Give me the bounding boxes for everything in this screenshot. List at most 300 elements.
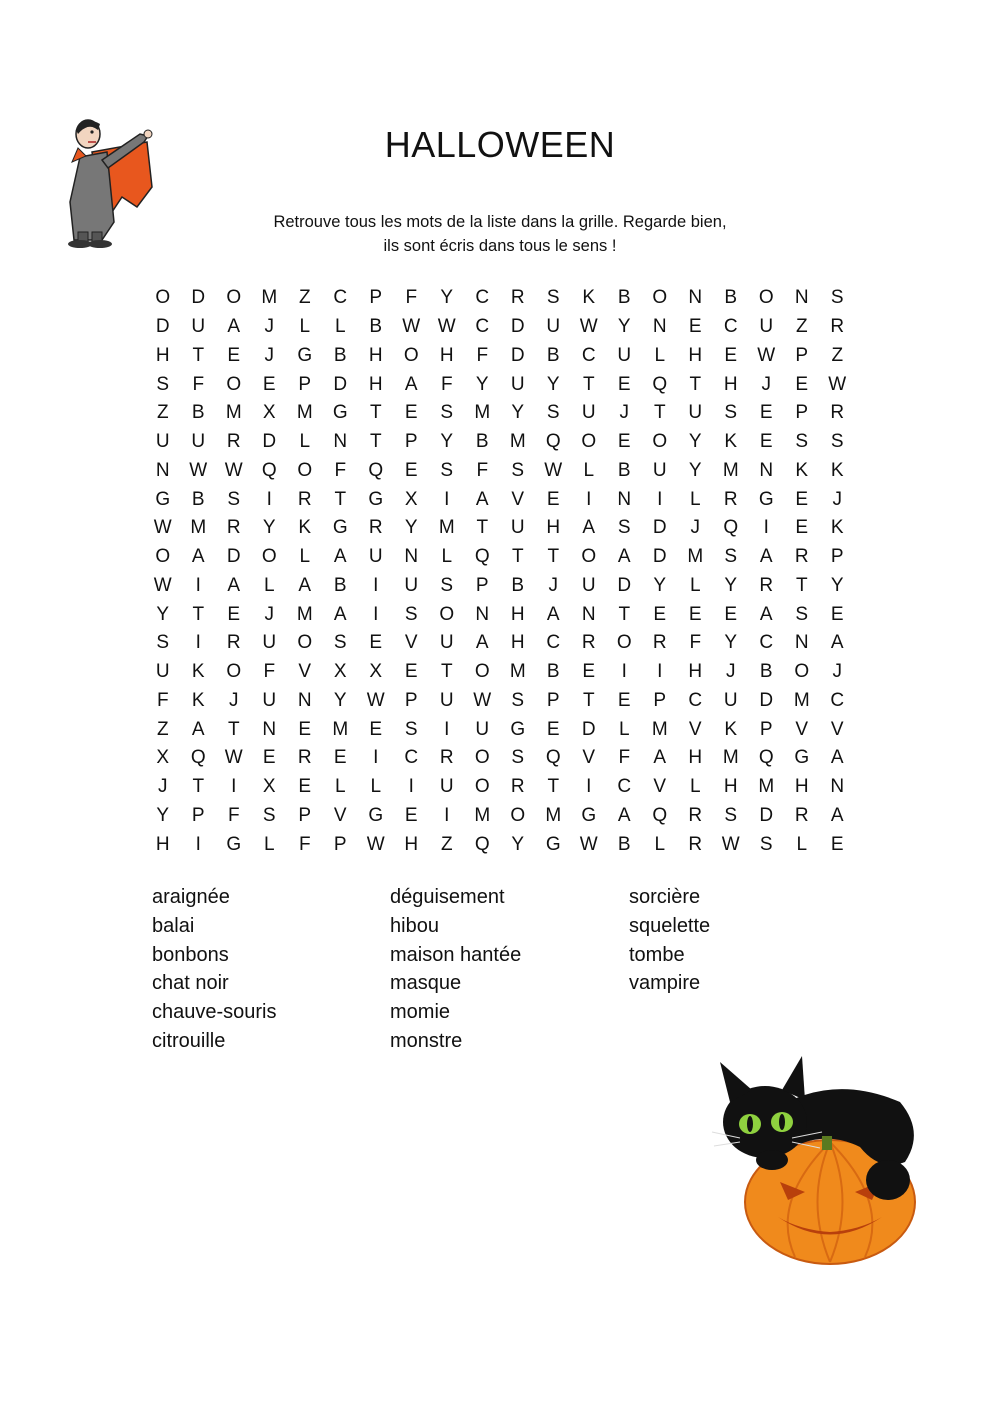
grid-letter[interactable]: O bbox=[794, 661, 810, 683]
grid-letter[interactable]: W bbox=[153, 517, 172, 539]
grid-letter[interactable]: L bbox=[334, 776, 346, 798]
grid-letter[interactable]: A bbox=[653, 747, 667, 769]
grid-letter[interactable]: S bbox=[724, 804, 738, 826]
grid-letter[interactable]: P bbox=[795, 402, 809, 424]
grid-letter[interactable]: S bbox=[227, 488, 241, 510]
grid-letter[interactable]: M bbox=[509, 661, 526, 683]
grid-letter[interactable]: U bbox=[439, 776, 454, 798]
grid-letter[interactable]: Q bbox=[368, 459, 384, 481]
grid-letter[interactable]: M bbox=[509, 431, 526, 453]
grid-letter[interactable]: T bbox=[192, 344, 205, 366]
grid-letter[interactable]: I bbox=[195, 574, 201, 596]
grid-letter[interactable]: R bbox=[439, 747, 454, 769]
grid-letter[interactable]: I bbox=[621, 661, 627, 683]
grid-letter[interactable]: X bbox=[262, 776, 276, 798]
grid-letter[interactable]: G bbox=[297, 344, 313, 366]
grid-letter[interactable]: E bbox=[369, 718, 383, 740]
grid-letter[interactable]: Q bbox=[723, 517, 739, 539]
grid-letter[interactable]: H bbox=[723, 776, 738, 798]
grid-letter[interactable]: E bbox=[546, 488, 560, 510]
grid-letter[interactable]: T bbox=[334, 488, 347, 510]
grid-letter[interactable]: U bbox=[723, 689, 738, 711]
grid-letter[interactable]: R bbox=[688, 833, 703, 855]
grid-letter[interactable]: J bbox=[264, 603, 274, 625]
grid-letter[interactable]: L bbox=[654, 833, 666, 855]
grid-letter[interactable]: A bbox=[830, 747, 844, 769]
grid-letter[interactable]: I bbox=[657, 488, 663, 510]
grid-letter[interactable]: S bbox=[795, 431, 809, 453]
grid-letter[interactable]: Y bbox=[546, 373, 560, 395]
grid-letter[interactable]: H bbox=[688, 747, 703, 769]
grid-letter[interactable]: M bbox=[651, 718, 668, 740]
grid-letter[interactable]: J bbox=[832, 488, 842, 510]
grid-letter[interactable]: T bbox=[547, 546, 560, 568]
grid-letter[interactable]: E bbox=[262, 747, 276, 769]
grid-letter[interactable]: Y bbox=[475, 373, 489, 395]
grid-letter[interactable]: Q bbox=[474, 546, 490, 568]
grid-letter[interactable]: N bbox=[652, 316, 667, 338]
grid-letter[interactable]: Y bbox=[688, 459, 702, 481]
grid-letter[interactable]: R bbox=[226, 431, 241, 453]
grid-letter[interactable]: G bbox=[332, 402, 348, 424]
grid-letter[interactable]: D bbox=[510, 344, 525, 366]
grid-letter[interactable]: K bbox=[191, 661, 205, 683]
grid-letter[interactable]: P bbox=[404, 431, 418, 453]
grid-letter[interactable]: A bbox=[404, 373, 418, 395]
grid-letter[interactable]: N bbox=[794, 632, 809, 654]
grid-letter[interactable]: I bbox=[763, 517, 769, 539]
word-search-grid[interactable] bbox=[145, 284, 855, 859]
grid-letter[interactable]: U bbox=[191, 316, 206, 338]
grid-letter[interactable]: N bbox=[830, 776, 845, 798]
grid-letter[interactable]: D bbox=[617, 574, 632, 596]
grid-letter[interactable]: P bbox=[653, 689, 667, 711]
grid-letter[interactable]: S bbox=[511, 459, 525, 481]
grid-letter[interactable]: N bbox=[262, 718, 277, 740]
grid-letter[interactable]: W bbox=[224, 459, 243, 481]
grid-letter[interactable]: E bbox=[617, 689, 631, 711]
grid-letter[interactable]: A bbox=[546, 603, 560, 625]
grid-letter[interactable]: H bbox=[155, 833, 170, 855]
grid-letter[interactable]: L bbox=[618, 718, 630, 740]
grid-letter[interactable]: D bbox=[581, 718, 596, 740]
grid-letter[interactable]: R bbox=[297, 747, 312, 769]
grid-letter[interactable]: E bbox=[724, 344, 738, 366]
grid-letter[interactable]: O bbox=[403, 344, 419, 366]
grid-letter[interactable]: D bbox=[510, 316, 525, 338]
grid-letter[interactable]: G bbox=[332, 517, 348, 539]
grid-letter[interactable]: X bbox=[369, 661, 383, 683]
grid-letter[interactable]: M bbox=[438, 517, 455, 539]
grid-letter[interactable]: I bbox=[373, 603, 379, 625]
grid-letter[interactable]: P bbox=[404, 689, 418, 711]
grid-letter[interactable]: W bbox=[721, 833, 740, 855]
grid-letter[interactable]: O bbox=[652, 431, 668, 453]
grid-letter[interactable]: O bbox=[261, 546, 277, 568]
grid-letter[interactable]: S bbox=[724, 546, 738, 568]
grid-letter[interactable]: Y bbox=[440, 431, 454, 453]
grid-letter[interactable]: L bbox=[263, 574, 275, 596]
grid-letter[interactable]: M bbox=[332, 718, 349, 740]
grid-letter[interactable]: Q bbox=[545, 747, 561, 769]
grid-letter[interactable]: N bbox=[404, 546, 419, 568]
grid-letter[interactable]: M bbox=[474, 402, 491, 424]
grid-letter[interactable]: L bbox=[583, 459, 595, 481]
grid-letter[interactable]: L bbox=[299, 546, 311, 568]
grid-letter[interactable]: F bbox=[334, 459, 347, 481]
grid-letter[interactable]: R bbox=[226, 632, 241, 654]
grid-letter[interactable]: R bbox=[226, 517, 241, 539]
grid-letter[interactable]: J bbox=[619, 402, 629, 424]
grid-letter[interactable]: M bbox=[190, 517, 207, 539]
grid-letter[interactable]: M bbox=[261, 287, 278, 309]
grid-letter[interactable]: P bbox=[333, 833, 347, 855]
grid-letter[interactable]: S bbox=[333, 632, 347, 654]
grid-letter[interactable]: E bbox=[404, 661, 418, 683]
grid-letter[interactable]: G bbox=[155, 488, 171, 510]
grid-letter[interactable]: T bbox=[369, 431, 382, 453]
grid-letter[interactable]: V bbox=[333, 804, 347, 826]
grid-letter[interactable]: J bbox=[690, 517, 700, 539]
grid-letter[interactable]: R bbox=[581, 632, 596, 654]
grid-letter[interactable]: W bbox=[544, 459, 563, 481]
grid-letter[interactable]: U bbox=[262, 689, 277, 711]
grid-letter[interactable]: W bbox=[828, 373, 847, 395]
grid-letter[interactable]: P bbox=[795, 344, 809, 366]
grid-letter[interactable]: B bbox=[759, 661, 773, 683]
grid-letter[interactable]: S bbox=[617, 517, 631, 539]
grid-letter[interactable]: Y bbox=[333, 689, 347, 711]
grid-letter[interactable]: W bbox=[366, 833, 385, 855]
grid-letter[interactable]: B bbox=[369, 316, 383, 338]
grid-letter[interactable]: S bbox=[546, 402, 560, 424]
grid-letter[interactable]: T bbox=[795, 574, 808, 596]
grid-letter[interactable]: O bbox=[510, 804, 526, 826]
grid-letter[interactable]: R bbox=[688, 804, 703, 826]
grid-letter[interactable]: K bbox=[795, 459, 809, 481]
grid-letter[interactable]: W bbox=[437, 316, 456, 338]
grid-letter[interactable]: S bbox=[511, 689, 525, 711]
grid-letter[interactable]: B bbox=[617, 287, 631, 309]
grid-letter[interactable]: E bbox=[617, 431, 631, 453]
grid-letter[interactable]: I bbox=[444, 804, 450, 826]
grid-letter[interactable]: D bbox=[652, 517, 667, 539]
grid-letter[interactable]: K bbox=[298, 517, 312, 539]
grid-letter[interactable]: Y bbox=[262, 517, 276, 539]
grid-letter[interactable]: S bbox=[546, 287, 560, 309]
grid-letter[interactable]: T bbox=[192, 776, 205, 798]
grid-letter[interactable]: S bbox=[440, 459, 454, 481]
grid-letter[interactable]: R bbox=[830, 316, 845, 338]
grid-letter[interactable]: U bbox=[439, 689, 454, 711]
grid-letter[interactable]: U bbox=[581, 574, 596, 596]
grid-letter[interactable]: N bbox=[617, 488, 632, 510]
grid-letter[interactable]: T bbox=[689, 373, 702, 395]
grid-letter[interactable]: B bbox=[617, 459, 631, 481]
grid-letter[interactable]: W bbox=[153, 574, 172, 596]
grid-letter[interactable]: X bbox=[156, 747, 170, 769]
grid-letter[interactable]: M bbox=[296, 603, 313, 625]
grid-letter[interactable]: N bbox=[759, 459, 774, 481]
grid-letter[interactable]: X bbox=[404, 488, 418, 510]
grid-letter[interactable]: P bbox=[369, 287, 383, 309]
grid-letter[interactable]: E bbox=[298, 776, 312, 798]
grid-letter[interactable]: W bbox=[473, 689, 492, 711]
grid-letter[interactable]: E bbox=[298, 718, 312, 740]
grid-letter[interactable]: V bbox=[582, 747, 596, 769]
grid-letter[interactable]: R bbox=[368, 517, 383, 539]
grid-letter[interactable]: I bbox=[373, 574, 379, 596]
grid-letter[interactable]: P bbox=[475, 574, 489, 596]
grid-letter[interactable]: K bbox=[582, 287, 596, 309]
grid-letter[interactable]: U bbox=[262, 632, 277, 654]
grid-letter[interactable]: L bbox=[689, 776, 701, 798]
grid-letter[interactable]: B bbox=[724, 287, 738, 309]
grid-letter[interactable]: A bbox=[333, 603, 347, 625]
grid-letter[interactable]: B bbox=[511, 574, 525, 596]
grid-letter[interactable]: L bbox=[654, 344, 666, 366]
grid-letter[interactable]: Q bbox=[652, 373, 668, 395]
grid-letter[interactable]: B bbox=[333, 344, 347, 366]
grid-letter[interactable]: M bbox=[225, 402, 242, 424]
grid-letter[interactable]: Y bbox=[617, 316, 631, 338]
grid-letter[interactable]: F bbox=[227, 804, 240, 826]
grid-letter[interactable]: U bbox=[155, 431, 170, 453]
grid-letter[interactable]: N bbox=[333, 431, 348, 453]
grid-letter[interactable]: U bbox=[510, 517, 525, 539]
grid-letter[interactable]: O bbox=[297, 459, 313, 481]
grid-letter[interactable]: F bbox=[156, 689, 169, 711]
grid-letter[interactable]: L bbox=[334, 316, 346, 338]
grid-letter[interactable]: C bbox=[617, 776, 632, 798]
grid-letter[interactable]: W bbox=[757, 344, 776, 366]
grid-letter[interactable]: G bbox=[226, 833, 242, 855]
grid-letter[interactable]: E bbox=[653, 603, 667, 625]
grid-letter[interactable]: S bbox=[404, 718, 418, 740]
grid-letter[interactable]: M bbox=[296, 402, 313, 424]
grid-letter[interactable]: C bbox=[333, 287, 348, 309]
grid-letter[interactable]: A bbox=[475, 488, 489, 510]
grid-letter[interactable]: N bbox=[475, 603, 490, 625]
grid-letter[interactable]: U bbox=[688, 402, 703, 424]
grid-letter[interactable]: M bbox=[545, 804, 562, 826]
grid-letter[interactable]: A bbox=[830, 632, 844, 654]
grid-letter[interactable]: P bbox=[298, 373, 312, 395]
grid-letter[interactable]: H bbox=[688, 661, 703, 683]
grid-letter[interactable]: E bbox=[830, 603, 844, 625]
grid-letter[interactable]: F bbox=[476, 459, 489, 481]
grid-letter[interactable]: Z bbox=[440, 833, 453, 855]
grid-letter[interactable]: I bbox=[657, 661, 663, 683]
grid-letter[interactable]: J bbox=[264, 344, 274, 366]
grid-letter[interactable]: O bbox=[581, 546, 597, 568]
grid-letter[interactable]: I bbox=[444, 488, 450, 510]
grid-letter[interactable]: C bbox=[723, 316, 738, 338]
grid-letter[interactable]: C bbox=[688, 689, 703, 711]
grid-letter[interactable]: V bbox=[653, 776, 667, 798]
grid-letter[interactable]: N bbox=[581, 603, 596, 625]
grid-letter[interactable]: O bbox=[474, 661, 490, 683]
grid-letter[interactable]: I bbox=[444, 718, 450, 740]
grid-letter[interactable]: U bbox=[759, 316, 774, 338]
grid-letter[interactable]: I bbox=[195, 833, 201, 855]
grid-letter[interactable]: T bbox=[440, 661, 453, 683]
grid-letter[interactable]: S bbox=[404, 603, 418, 625]
grid-letter[interactable]: C bbox=[404, 747, 419, 769]
grid-letter[interactable]: P bbox=[759, 718, 773, 740]
grid-letter[interactable]: F bbox=[298, 833, 311, 855]
grid-letter[interactable]: A bbox=[582, 517, 596, 539]
grid-letter[interactable]: C bbox=[475, 316, 490, 338]
grid-letter[interactable]: B bbox=[191, 402, 205, 424]
grid-letter[interactable]: J bbox=[158, 776, 168, 798]
grid-letter[interactable]: O bbox=[474, 776, 490, 798]
grid-letter[interactable]: Y bbox=[156, 804, 170, 826]
grid-letter[interactable]: J bbox=[229, 689, 239, 711]
grid-letter[interactable]: B bbox=[546, 661, 560, 683]
grid-letter[interactable]: A bbox=[333, 546, 347, 568]
grid-letter[interactable]: Y bbox=[511, 402, 525, 424]
grid-letter[interactable]: T bbox=[192, 603, 205, 625]
grid-letter[interactable]: U bbox=[510, 373, 525, 395]
grid-letter[interactable]: E bbox=[688, 316, 702, 338]
grid-letter[interactable]: W bbox=[224, 747, 243, 769]
grid-letter[interactable]: O bbox=[616, 632, 632, 654]
grid-letter[interactable]: O bbox=[474, 747, 490, 769]
grid-letter[interactable]: Z bbox=[298, 287, 311, 309]
grid-letter[interactable]: E bbox=[404, 402, 418, 424]
grid-letter[interactable]: M bbox=[758, 776, 775, 798]
grid-letter[interactable]: Y bbox=[156, 603, 170, 625]
grid-letter[interactable]: Q bbox=[545, 431, 561, 453]
grid-letter[interactable]: K bbox=[724, 431, 738, 453]
grid-letter[interactable]: H bbox=[368, 373, 383, 395]
grid-letter[interactable]: S bbox=[724, 402, 738, 424]
grid-letter[interactable]: K bbox=[191, 689, 205, 711]
grid-letter[interactable]: M bbox=[793, 689, 810, 711]
grid-letter[interactable]: U bbox=[404, 574, 419, 596]
grid-letter[interactable]: V bbox=[298, 661, 312, 683]
grid-letter[interactable]: U bbox=[368, 546, 383, 568]
grid-letter[interactable]: U bbox=[475, 718, 490, 740]
grid-letter[interactable]: L bbox=[299, 431, 311, 453]
grid-letter[interactable]: C bbox=[475, 287, 490, 309]
grid-letter[interactable]: D bbox=[759, 804, 774, 826]
grid-letter[interactable]: L bbox=[370, 776, 382, 798]
grid-letter[interactable]: E bbox=[404, 804, 418, 826]
grid-letter[interactable]: U bbox=[652, 459, 667, 481]
grid-letter[interactable]: N bbox=[297, 689, 312, 711]
grid-letter[interactable]: T bbox=[582, 689, 595, 711]
grid-letter[interactable]: F bbox=[689, 632, 702, 654]
grid-letter[interactable]: W bbox=[189, 459, 208, 481]
grid-letter[interactable]: U bbox=[617, 344, 632, 366]
grid-letter[interactable]: H bbox=[510, 603, 525, 625]
grid-letter[interactable]: R bbox=[759, 574, 774, 596]
grid-letter[interactable]: L bbox=[796, 833, 808, 855]
grid-letter[interactable]: E bbox=[546, 718, 560, 740]
grid-letter[interactable]: L bbox=[441, 546, 453, 568]
grid-letter[interactable]: N bbox=[688, 287, 703, 309]
grid-letter[interactable]: R bbox=[297, 488, 312, 510]
grid-letter[interactable]: E bbox=[369, 632, 383, 654]
grid-letter[interactable]: I bbox=[266, 488, 272, 510]
grid-letter[interactable]: S bbox=[262, 804, 276, 826]
grid-letter[interactable]: J bbox=[832, 661, 842, 683]
grid-letter[interactable]: I bbox=[586, 776, 592, 798]
grid-letter[interactable]: O bbox=[226, 287, 242, 309]
grid-letter[interactable]: H bbox=[404, 833, 419, 855]
grid-letter[interactable]: S bbox=[156, 373, 170, 395]
grid-letter[interactable]: I bbox=[373, 747, 379, 769]
grid-letter[interactable]: L bbox=[299, 316, 311, 338]
grid-letter[interactable]: Y bbox=[404, 517, 418, 539]
grid-letter[interactable]: O bbox=[226, 373, 242, 395]
grid-letter[interactable]: E bbox=[404, 459, 418, 481]
grid-letter[interactable]: E bbox=[724, 603, 738, 625]
grid-letter[interactable]: A bbox=[475, 632, 489, 654]
grid-letter[interactable]: S bbox=[795, 603, 809, 625]
grid-letter[interactable]: A bbox=[830, 804, 844, 826]
grid-letter[interactable]: E bbox=[759, 431, 773, 453]
grid-letter[interactable]: S bbox=[830, 431, 844, 453]
grid-letter[interactable]: F bbox=[192, 373, 205, 395]
grid-letter[interactable]: E bbox=[795, 488, 809, 510]
grid-letter[interactable]: T bbox=[369, 402, 382, 424]
grid-letter[interactable]: V bbox=[511, 488, 525, 510]
grid-letter[interactable]: D bbox=[191, 287, 206, 309]
grid-letter[interactable]: Z bbox=[156, 402, 169, 424]
grid-letter[interactable]: U bbox=[191, 431, 206, 453]
grid-letter[interactable]: O bbox=[155, 546, 171, 568]
grid-letter[interactable]: W bbox=[579, 316, 598, 338]
grid-letter[interactable]: L bbox=[689, 574, 701, 596]
grid-letter[interactable]: K bbox=[830, 459, 844, 481]
grid-letter[interactable]: H bbox=[155, 344, 170, 366]
grid-letter[interactable]: M bbox=[687, 546, 704, 568]
grid-letter[interactable]: H bbox=[794, 776, 809, 798]
grid-letter[interactable]: Q bbox=[758, 747, 774, 769]
grid-letter[interactable]: A bbox=[759, 546, 773, 568]
grid-letter[interactable]: T bbox=[582, 373, 595, 395]
grid-letter[interactable]: S bbox=[511, 747, 525, 769]
grid-letter[interactable]: M bbox=[474, 804, 491, 826]
grid-letter[interactable]: B bbox=[475, 431, 489, 453]
grid-letter[interactable]: A bbox=[227, 316, 241, 338]
grid-letter[interactable]: R bbox=[830, 402, 845, 424]
grid-letter[interactable]: V bbox=[830, 718, 844, 740]
grid-letter[interactable]: Y bbox=[511, 833, 525, 855]
grid-letter[interactable]: R bbox=[794, 804, 809, 826]
grid-letter[interactable]: D bbox=[333, 373, 348, 395]
grid-letter[interactable]: T bbox=[511, 546, 524, 568]
grid-letter[interactable]: O bbox=[581, 431, 597, 453]
grid-letter[interactable]: O bbox=[758, 287, 774, 309]
grid-letter[interactable]: S bbox=[759, 833, 773, 855]
grid-letter[interactable]: R bbox=[794, 546, 809, 568]
grid-letter[interactable]: F bbox=[405, 287, 418, 309]
grid-letter[interactable]: E bbox=[617, 373, 631, 395]
grid-letter[interactable]: Y bbox=[688, 431, 702, 453]
grid-letter[interactable]: H bbox=[510, 632, 525, 654]
grid-letter[interactable]: V bbox=[795, 718, 809, 740]
grid-letter[interactable]: E bbox=[688, 603, 702, 625]
grid-letter[interactable]: E bbox=[830, 833, 844, 855]
grid-letter[interactable]: C bbox=[830, 689, 845, 711]
grid-letter[interactable]: R bbox=[652, 632, 667, 654]
grid-letter[interactable]: G bbox=[758, 488, 774, 510]
grid-letter[interactable]: Q bbox=[261, 459, 277, 481]
